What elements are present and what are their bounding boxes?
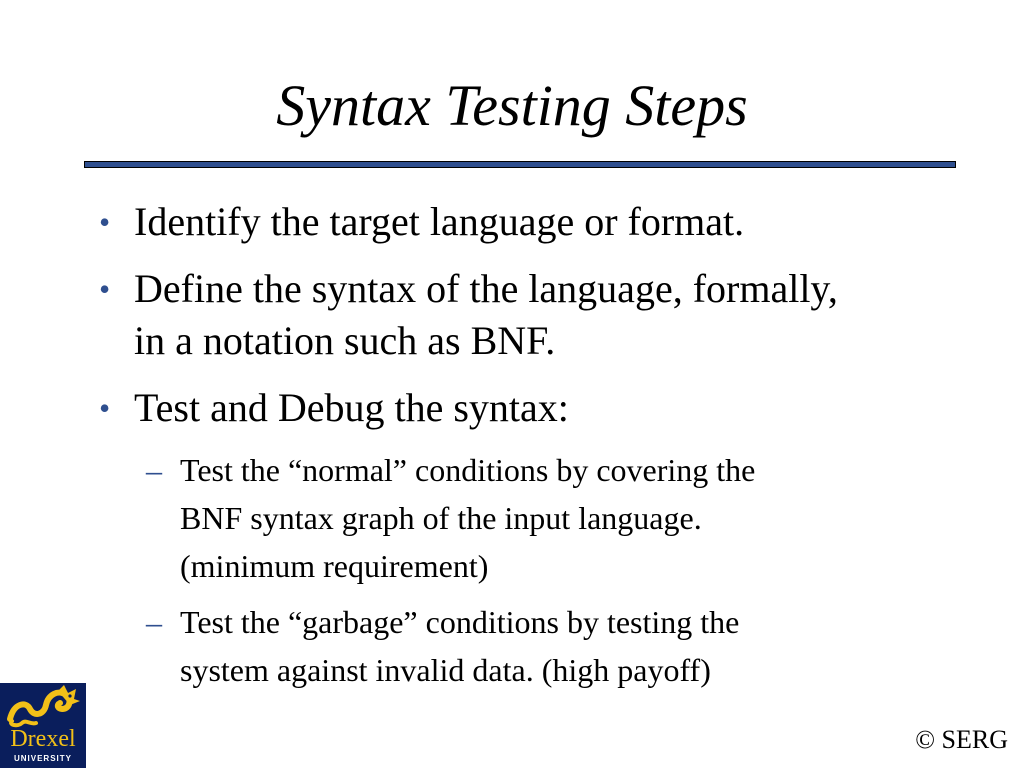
title-divider — [84, 161, 956, 168]
subbullet-item: system against invalid data. (high payoff) — [180, 652, 711, 688]
subbullet-item: Test the “normal” conditions by covering the — [180, 452, 756, 488]
bullet-marker: • — [99, 271, 111, 307]
logo-text: Drexel — [10, 726, 76, 752]
bullet-marker: • — [99, 390, 111, 426]
subbullet-item: Test the “garbage” conditions by testing the — [180, 604, 740, 640]
subbullet-marker: – — [146, 452, 162, 488]
copyright-text: © SERG — [915, 725, 1008, 754]
logo-subtext: UNIVERSITY — [13, 754, 72, 763]
bullet-item: Identify the target language or format. — [134, 199, 745, 244]
bullet-item: Define the syntax of the language, formally, — [134, 266, 838, 311]
slide-title: Syntax Testing Steps — [276, 73, 748, 138]
bullet-item: Test and Debug the syntax: — [134, 385, 569, 430]
subbullet-item: (minimum requirement) — [180, 548, 489, 584]
drexel-logo — [0, 683, 86, 768]
bullet-marker: • — [99, 204, 111, 240]
bullet-item: in a notation such as BNF. — [134, 318, 556, 363]
dragon-icon — [0, 683, 86, 731]
subbullet-marker: – — [146, 604, 162, 640]
subbullet-item: BNF syntax graph of the input language. — [180, 500, 702, 536]
